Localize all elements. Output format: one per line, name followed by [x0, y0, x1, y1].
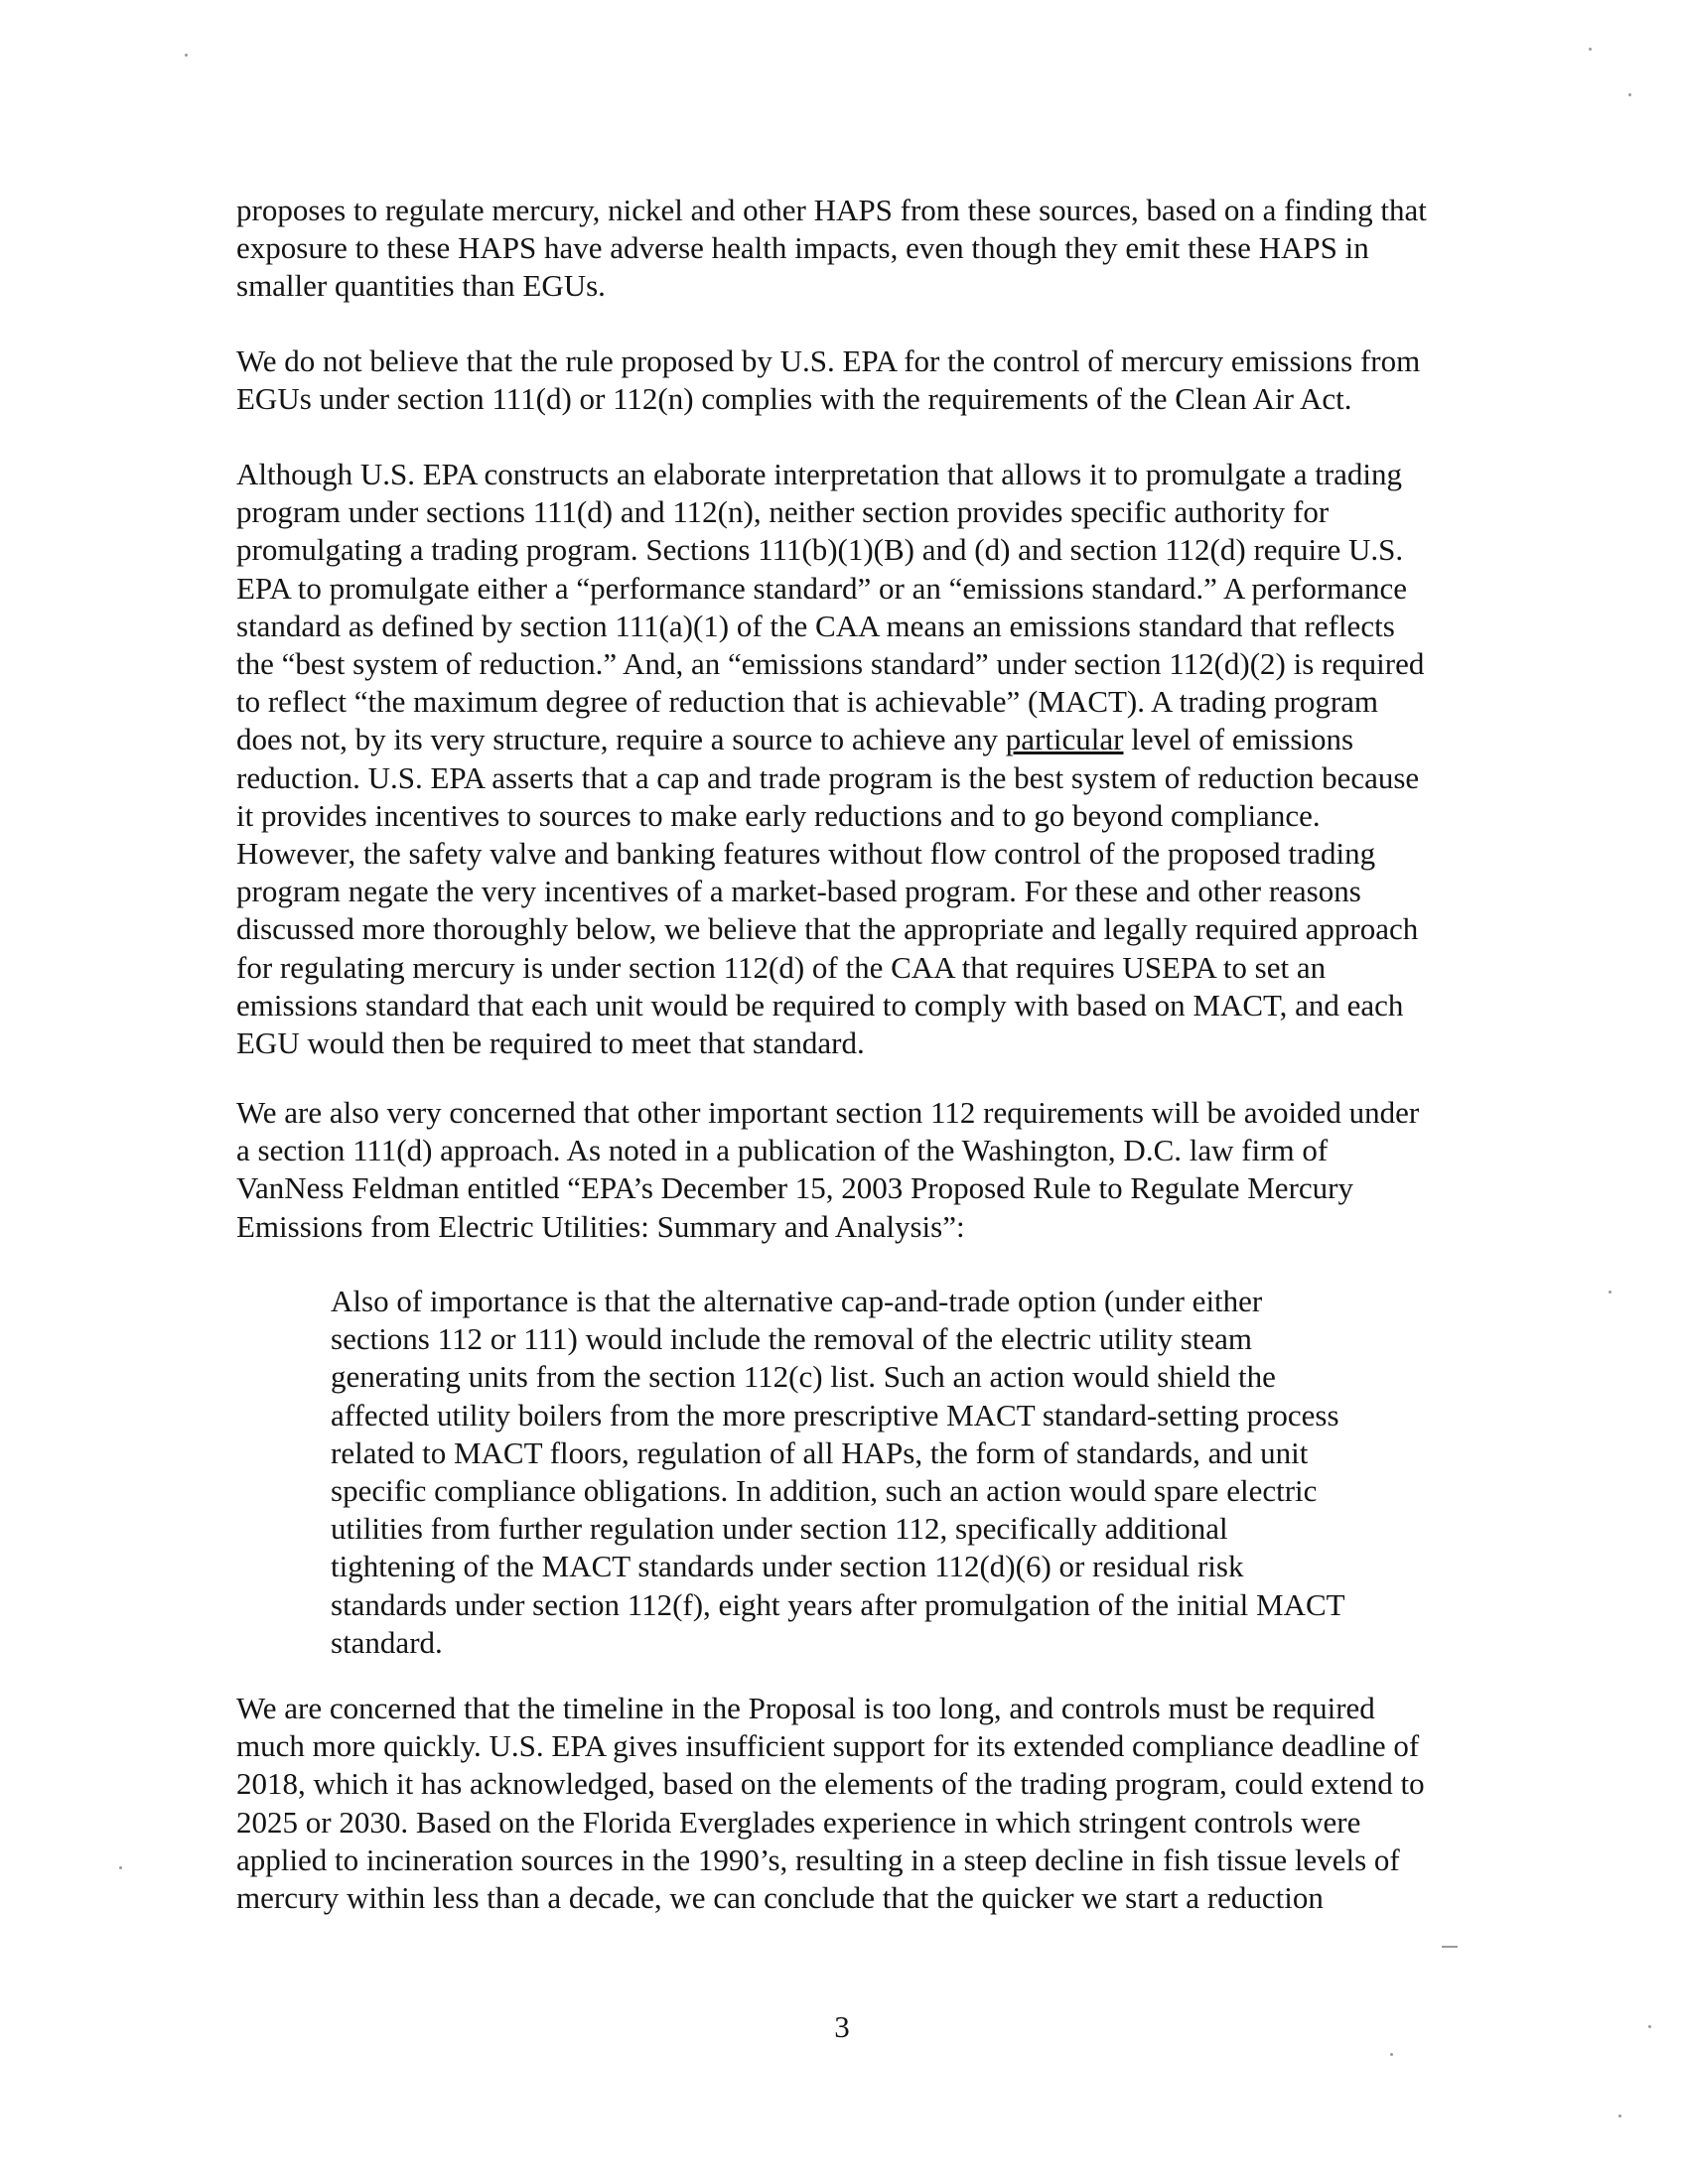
text-line: generating units from the section 112(c) list. Such an action would shield the [331, 1359, 1276, 1395]
scan-speck [1648, 2025, 1651, 2028]
scan-speck [1390, 2053, 1393, 2056]
text-segment: level of emissions [1123, 722, 1354, 757]
text-line: EPA to promulgate either a “performance standard” or an “emissions standard.” A performance [236, 570, 1408, 606]
scan-speck [119, 1866, 122, 1869]
text-line [236, 721, 1517, 758]
text-line: proposes to regulate mercury, nickel and other HAPS from these sources, based on a finding that [236, 193, 1427, 227]
text-line: We are also very concerned that other important section 112 requirements will be avoided under [236, 1095, 1420, 1130]
paragraph-3 [236, 456, 1517, 1062]
text-line: applied to incineration sources in the 1990’s, resulting in a steep decline in fish tissue levels of [236, 1842, 1400, 1877]
text-line: related to MACT floors, regulation of all HAPs, the form of standards, and unit [331, 1434, 1309, 1470]
text-line: a section 111(d) approach. As noted in a publication of the Washington, D.C. law firm of [236, 1133, 1329, 1168]
text-line: utilities from further regulation under section 112, specifically additional [331, 1511, 1228, 1547]
block-quote [331, 1283, 1463, 1662]
paragraph-4 [236, 1094, 1517, 1246]
text-line: specific compliance obligations. In addition, such an action would spare electric [331, 1473, 1318, 1509]
text-line: much more quickly. U.S. EPA gives insufficient support for its extended compliance deadline of [236, 1728, 1420, 1764]
scan-speck [1609, 1291, 1612, 1294]
text-line: Also of importance is that the alternative cap-and-trade option (under either [331, 1284, 1263, 1318]
text-line: affected utility boilers from the more prescriptive MACT standard-setting process [331, 1397, 1339, 1433]
text-line: the “best system of reduction.” And, an “emissions standard” under section 112(d)(2) is required [236, 646, 1425, 682]
text-line: smaller quantities than EGUs. [236, 268, 606, 304]
scan-speck [1628, 93, 1631, 96]
scan-speck [1442, 1946, 1458, 1948]
scan-speck [185, 54, 188, 57]
text-line: for regulating mercury is under section 112(d) of the CAA that requires USEPA to set an [236, 949, 1327, 985]
text-line: to reflect “the maximum degree of reduction that is achievable” (MACT). A trading program [236, 684, 1379, 720]
text-line: promulgating a trading program. Sections 111(b)(1)(B) and (d) and section 112(d) require U.S. [236, 532, 1404, 568]
text-line: EGUs under section 111(d) or 112(n) complies with the requirements of the Clean Air Act. [236, 381, 1352, 417]
text-line: sections 112 or 111) would include the removal of the electric utility steam [331, 1321, 1253, 1357]
text-line: Emissions from Electric Utilities: Summary and Analysis”: [236, 1208, 965, 1244]
text-line: program under sections 111(d) and 112(n), neither section provides specific authority for [236, 494, 1330, 530]
text-line: mercury within less than a decade, we can conclude that the quicker we start a reduction [236, 1880, 1324, 1916]
underlined-word: particular [1005, 722, 1124, 757]
text-line: discussed more thoroughly below, we believe that the appropriate and legally required approach [236, 911, 1419, 947]
paragraph-1 [236, 192, 1517, 306]
text-line: EGU would then be required to meet that standard. [236, 1025, 865, 1061]
text-line: exposure to these HAPS have adverse health impacts, even though they emit these HAPS in [236, 230, 1369, 266]
text-segment: does not, by its very structure, require a source to achieve any [236, 722, 1006, 757]
paragraph-2 [236, 342, 1517, 418]
text-line: 2018, which it has acknowledged, based on the elements of the trading program, could extend to [236, 1766, 1425, 1802]
text-line: standards under section 112(f), eight years after promulgation of the initial MACT [331, 1586, 1345, 1622]
text-line: tightening of the MACT standards under section 112(d)(6) or residual risk [331, 1549, 1244, 1584]
text-line: reduction. U.S. EPA asserts that a cap and trade program is the best system of reduction because [236, 759, 1420, 795]
scan-speck [1618, 2115, 1621, 2117]
text-line: We do not believe that the rule proposed by U.S. EPA for the control of mercury emissions from [236, 343, 1421, 378]
text-line: However, the safety valve and banking features without flow control of the proposed trading [236, 836, 1376, 872]
text-line: Although U.S. EPA constructs an elaborate interpretation that allows it to promulgate a trading [236, 457, 1403, 491]
text-line: We are concerned that the timeline in the Proposal is too long, and controls must be required [236, 1691, 1375, 1725]
paragraph-5 [236, 1690, 1517, 1917]
text-line: it provides incentives to sources to make early reductions and to go beyond compliance. [236, 797, 1321, 833]
text-line: standard. [331, 1624, 443, 1660]
text-line: program negate the very incentives of a market-based program. For these and other reasons [236, 874, 1361, 909]
text-line: standard as defined by section 111(a)(1) of the CAA means an emissions standard that reflects [236, 608, 1395, 643]
scan-speck [1589, 48, 1592, 51]
text-line: VanNess Feldman entitled “EPA’s December 15, 2003 Proposed Rule to Regulate Mercury [236, 1170, 1353, 1206]
page-number: 3 [834, 2009, 850, 2044]
text-line: emissions standard that each unit would be required to comply with based on MACT, and each [236, 987, 1404, 1023]
text-line: 2025 or 2030. Based on the Florida Everglades experience in which stringent controls were [236, 1804, 1361, 1840]
